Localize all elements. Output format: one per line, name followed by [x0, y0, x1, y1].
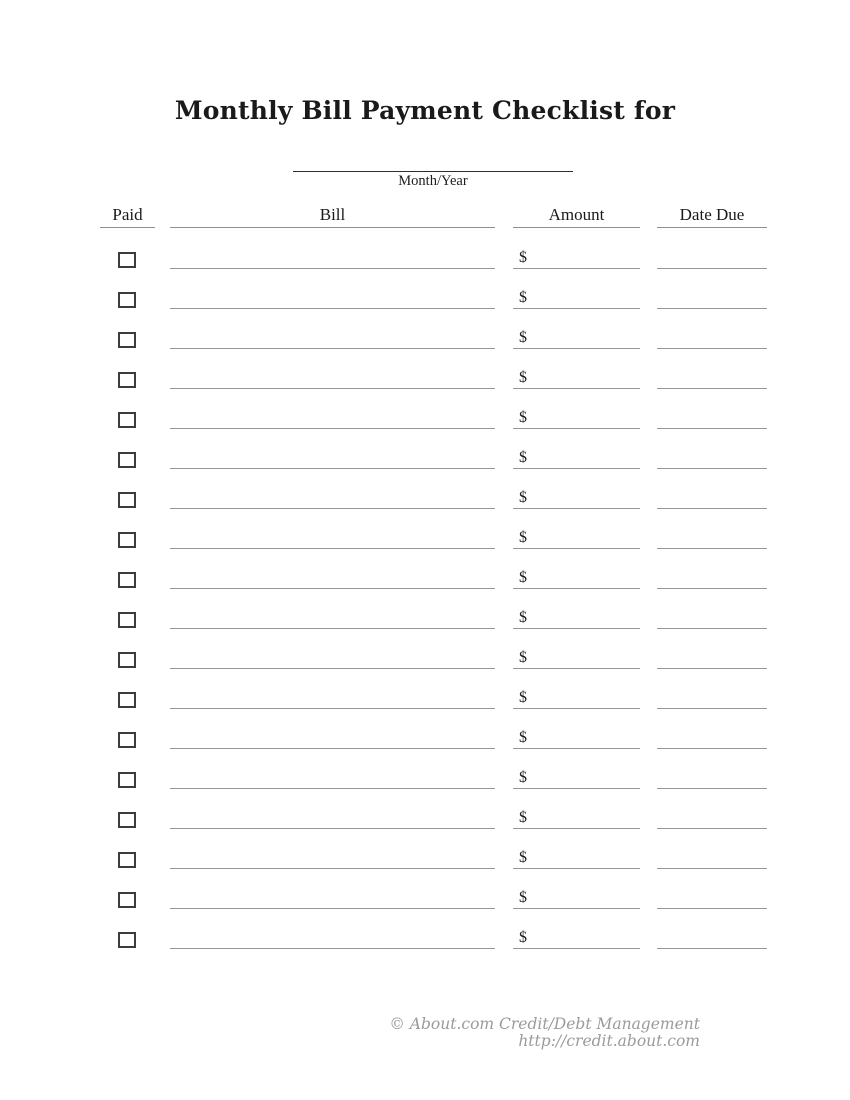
bill-field[interactable]: [170, 879, 495, 909]
bill-field[interactable]: [170, 439, 495, 469]
bill-field[interactable]: [170, 239, 495, 269]
date-due-field[interactable]: [657, 239, 767, 269]
bill-row: [0, 789, 850, 829]
amount-field[interactable]: [513, 639, 640, 669]
paid-checkbox[interactable]: [118, 532, 136, 548]
amount-field[interactable]: [513, 439, 640, 469]
column-header-bill: Bill: [170, 205, 495, 228]
bill-field[interactable]: [170, 359, 495, 389]
date-due-field[interactable]: [657, 439, 767, 469]
dollar-sign: $: [519, 609, 527, 626]
paid-checkbox[interactable]: [118, 292, 136, 308]
footer: [389, 1016, 700, 1050]
dollar-sign: $: [519, 289, 527, 306]
dollar-sign: $: [519, 649, 527, 666]
paid-checkbox[interactable]: [118, 572, 136, 588]
dollar-sign: $: [519, 889, 527, 906]
amount-field[interactable]: [513, 479, 640, 509]
amount-field[interactable]: [513, 839, 640, 869]
column-header-date-due: Date Due: [657, 205, 767, 228]
bill-row: [0, 509, 850, 549]
dollar-sign: $: [519, 729, 527, 746]
date-due-field[interactable]: [657, 399, 767, 429]
amount-field[interactable]: [513, 679, 640, 709]
page-title: Monthly Bill Payment Checklist for: [174, 96, 676, 125]
bill-field[interactable]: [170, 319, 495, 349]
footer-url[interactable]: http://credit.about.com: [518, 1032, 700, 1050]
dollar-sign: $: [519, 409, 527, 426]
bill-row: [0, 269, 850, 309]
paid-checkbox[interactable]: [118, 932, 136, 948]
date-due-field[interactable]: [657, 359, 767, 389]
bill-row: [0, 469, 850, 509]
bill-row: [0, 829, 850, 869]
dollar-sign: $: [519, 449, 527, 466]
amount-field[interactable]: [513, 799, 640, 829]
date-due-field[interactable]: [657, 319, 767, 349]
amount-field[interactable]: [513, 399, 640, 429]
bill-field[interactable]: [170, 599, 495, 629]
dollar-sign: $: [519, 929, 527, 946]
bill-row: [0, 389, 850, 429]
dollar-sign: $: [519, 689, 527, 706]
bill-row: [0, 869, 850, 909]
date-due-field[interactable]: [657, 559, 767, 589]
paid-checkbox[interactable]: [118, 412, 136, 428]
paid-checkbox[interactable]: [118, 852, 136, 868]
amount-field[interactable]: [513, 719, 640, 749]
bill-row: [0, 669, 850, 709]
bill-field[interactable]: [170, 839, 495, 869]
month-year-label: Month/Year: [398, 173, 468, 189]
paid-checkbox[interactable]: [118, 252, 136, 268]
paid-checkbox[interactable]: [118, 692, 136, 708]
bill-row: [0, 429, 850, 469]
paid-checkbox[interactable]: [118, 372, 136, 388]
amount-field[interactable]: [513, 319, 640, 349]
date-due-field[interactable]: [657, 599, 767, 629]
bill-field[interactable]: [170, 279, 495, 309]
bill-field[interactable]: [170, 799, 495, 829]
bill-row: [0, 589, 850, 629]
amount-field[interactable]: [513, 239, 640, 269]
amount-field[interactable]: [513, 519, 640, 549]
bill-row: [0, 709, 850, 749]
paid-checkbox[interactable]: [118, 612, 136, 628]
bill-field[interactable]: [170, 719, 495, 749]
date-due-field[interactable]: [657, 719, 767, 749]
bill-field[interactable]: [170, 399, 495, 429]
bill-field[interactable]: [170, 679, 495, 709]
amount-field[interactable]: [513, 919, 640, 949]
bill-row: [0, 909, 850, 949]
column-header-paid: Paid: [100, 205, 155, 228]
month-year-input-line[interactable]: [293, 155, 573, 172]
paid-checkbox[interactable]: [118, 652, 136, 668]
bill-field[interactable]: [170, 519, 495, 549]
bill-row: [0, 349, 850, 389]
dollar-sign: $: [519, 249, 527, 266]
date-due-field[interactable]: [657, 839, 767, 869]
amount-field[interactable]: [513, 599, 640, 629]
paid-checkbox[interactable]: [118, 452, 136, 468]
column-header-amount: Amount: [513, 205, 640, 228]
dollar-sign: $: [519, 769, 527, 786]
dollar-sign: $: [519, 569, 527, 586]
dollar-sign: $: [519, 529, 527, 546]
date-due-field[interactable]: [657, 639, 767, 669]
bill-field[interactable]: [170, 919, 495, 949]
paid-checkbox[interactable]: [118, 492, 136, 508]
date-due-field[interactable]: [657, 479, 767, 509]
paid-checkbox[interactable]: [118, 332, 136, 348]
date-due-field[interactable]: [657, 279, 767, 309]
dollar-sign: $: [519, 369, 527, 386]
amount-field[interactable]: [513, 879, 640, 909]
amount-field[interactable]: [513, 279, 640, 309]
date-due-field[interactable]: [657, 799, 767, 829]
footer-copyright: © About.com Credit/Debt Management: [389, 1015, 700, 1033]
bill-field[interactable]: [170, 759, 495, 789]
bill-row: [0, 629, 850, 669]
bill-row: [0, 229, 850, 269]
dollar-sign: $: [519, 809, 527, 826]
date-due-field[interactable]: [657, 679, 767, 709]
dollar-sign: $: [519, 329, 527, 346]
amount-field[interactable]: [513, 559, 640, 589]
paid-checkbox[interactable]: [118, 892, 136, 908]
paid-checkbox[interactable]: [118, 812, 136, 828]
paid-checkbox[interactable]: [118, 732, 136, 748]
date-due-field[interactable]: [657, 879, 767, 909]
bill-row: [0, 549, 850, 589]
bill-row: [0, 309, 850, 349]
amount-field[interactable]: [513, 759, 640, 789]
amount-field[interactable]: [513, 359, 640, 389]
dollar-sign: $: [519, 489, 527, 506]
bill-row: [0, 749, 850, 789]
date-due-field[interactable]: [657, 759, 767, 789]
date-due-field[interactable]: [657, 519, 767, 549]
bill-field[interactable]: [170, 639, 495, 669]
dollar-sign: $: [519, 849, 527, 866]
bill-field[interactable]: [170, 479, 495, 509]
paid-checkbox[interactable]: [118, 772, 136, 788]
date-due-field[interactable]: [657, 919, 767, 949]
bill-field[interactable]: [170, 559, 495, 589]
